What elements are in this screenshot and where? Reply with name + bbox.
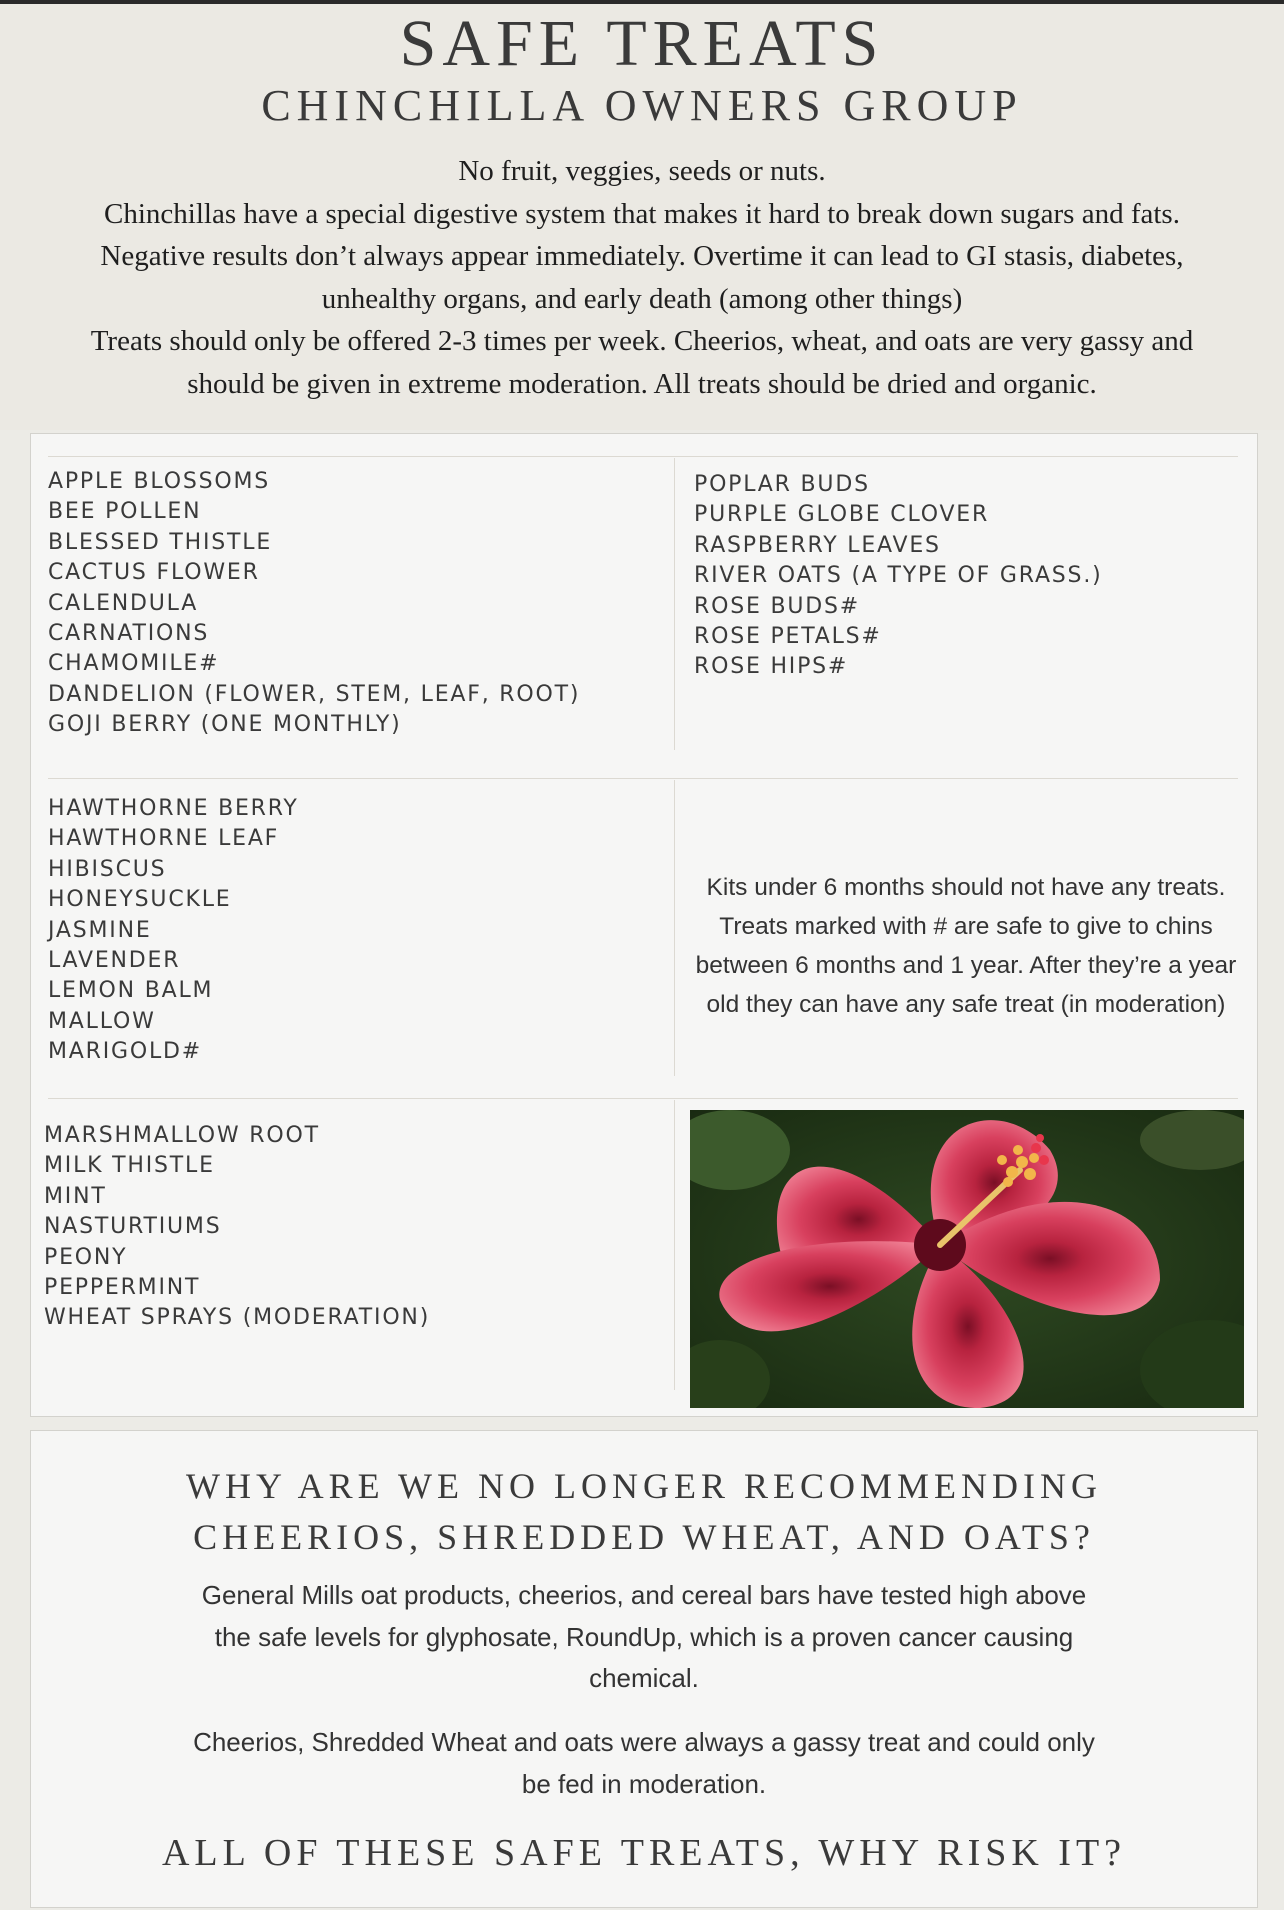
list-item: LEMON BALM	[48, 978, 214, 1004]
list-item: DANDELION (FLOWER, STEM, LEAF, ROOT)	[48, 681, 581, 707]
list-item: MALLOW	[48, 1008, 156, 1034]
list-item: MILK THISTLE	[44, 1153, 215, 1179]
glyphosate-paragraph	[151, 1575, 1137, 1700]
para-line: General Mills oat products, cheerios, and cereal bars have tested high above	[201, 1580, 1087, 1610]
intro-line: should be given in extreme moderation. All treats should be dried and organic.	[187, 367, 1097, 400]
list-item: JASMINE	[48, 917, 152, 943]
header	[0, 0, 1284, 430]
page-subtitle: CHINCHILLA OWNERS GROUP	[261, 81, 1023, 130]
top-border	[0, 0, 1284, 4]
divider	[48, 456, 1238, 457]
list-item: CALENDULA	[48, 590, 199, 616]
intro-line: Treats should only be offered 2-3 times per week. Cheerios, wheat, and oats are very gassy and	[90, 325, 1194, 357]
note-line: Kits under 6 months should not have any treats.	[706, 874, 1226, 901]
treat-list-left-2	[48, 794, 299, 1068]
list-item: POPLAR BUDS	[694, 472, 870, 497]
note-line: between 6 months and 1 year. After they’re a year	[695, 952, 1237, 979]
list-item: CHAMOMILE#	[48, 651, 220, 677]
intro-line: Negative results don’t always appear immediately. Overtime it can lead to GI stasis, diabetes,	[100, 240, 1184, 272]
intro-line: No fruit, veggies, seeds or nuts.	[458, 155, 826, 187]
list-item: PURPLE GLOBE CLOVER	[694, 502, 990, 528]
gassy-paragraph	[151, 1722, 1137, 1805]
list-item: LAVENDER	[48, 948, 181, 974]
list-item: ROSE PETALS#	[694, 624, 882, 650]
list-item: GOJI BERRY (ONE MONTHLY)	[48, 712, 402, 738]
hibiscus-illustration	[690, 1110, 1244, 1408]
list-item: MARIGOLD#	[48, 1039, 203, 1065]
list-item: RASPBERRY LEAVES	[694, 532, 941, 558]
column-divider	[674, 780, 675, 1076]
list-item: BEE POLLEN	[48, 499, 202, 525]
list-item: PEPPERMINT	[44, 1275, 201, 1301]
list-item: BLESSED THISTLE	[48, 529, 273, 555]
list-item: PEONY	[44, 1244, 128, 1270]
intro-line: Chinchillas have a special digestive system that makes it hard to break down sugars and fats.	[104, 197, 1180, 230]
treat-list-left-1	[48, 467, 580, 741]
intro-text	[20, 150, 1264, 405]
note-line: old they can have any safe treat (in moderation)	[706, 991, 1226, 1018]
column-divider	[674, 458, 675, 750]
divider	[48, 778, 1238, 779]
column-divider	[674, 1100, 675, 1390]
why-section	[30, 1430, 1258, 1908]
treat-list-right-1	[694, 470, 1103, 683]
list-item: HAWTHORNE BERRY	[48, 796, 299, 821]
list-item: NASTURTIUMS	[44, 1214, 222, 1240]
closing-statement: ALL OF THESE SAFE TREATS, WHY RISK IT?	[161, 1832, 1127, 1874]
hibiscus-flower-image	[690, 1110, 1244, 1408]
list-item: CACTUS FLOWER	[48, 560, 260, 586]
list-item: APPLE BLOSSOMS	[48, 469, 271, 494]
para-line: chemical.	[589, 1663, 699, 1693]
para-line: be fed in moderation.	[521, 1768, 767, 1799]
para-line: the safe levels for glyphosate, RoundUp, which is a proven cancer causing	[214, 1621, 1074, 1652]
intro-line: unhealthy organs, and early death (among other things)	[321, 282, 963, 315]
list-item: CARNATIONS	[48, 621, 210, 647]
list-item: MINT	[44, 1183, 107, 1209]
treat-list-left-3	[44, 1121, 430, 1334]
divider	[48, 1098, 1238, 1099]
para-line: Cheerios, Shredded Wheat and oats were always a gassy treat and could only	[193, 1727, 1095, 1757]
why-heading	[31, 1461, 1257, 1563]
list-item: MARSHMALLOW ROOT	[44, 1123, 320, 1148]
heading-line: WHY ARE WE NO LONGER RECOMMENDING	[186, 1466, 1102, 1506]
list-item: ROSE BUDS#	[694, 593, 860, 619]
heading-line: CHEERIOS, SHREDDED WHEAT, AND OATS?	[193, 1517, 1095, 1557]
list-item: HIBISCUS	[48, 856, 167, 882]
list-item: HONEYSUCKLE	[48, 887, 232, 913]
list-item: ROSE HIPS#	[694, 654, 849, 680]
list-item: HAWTHORNE LEAF	[48, 826, 280, 852]
age-note	[676, 868, 1256, 1024]
list-item: RIVER OATS (A TYPE OF GRASS.)	[694, 563, 1103, 589]
list-item: WHEAT SPRAYS (MODERATION)	[44, 1305, 431, 1331]
note-line: Treats marked with # are safe to give to chins	[719, 913, 1213, 940]
page-title: SAFE TREATS	[399, 7, 885, 80]
